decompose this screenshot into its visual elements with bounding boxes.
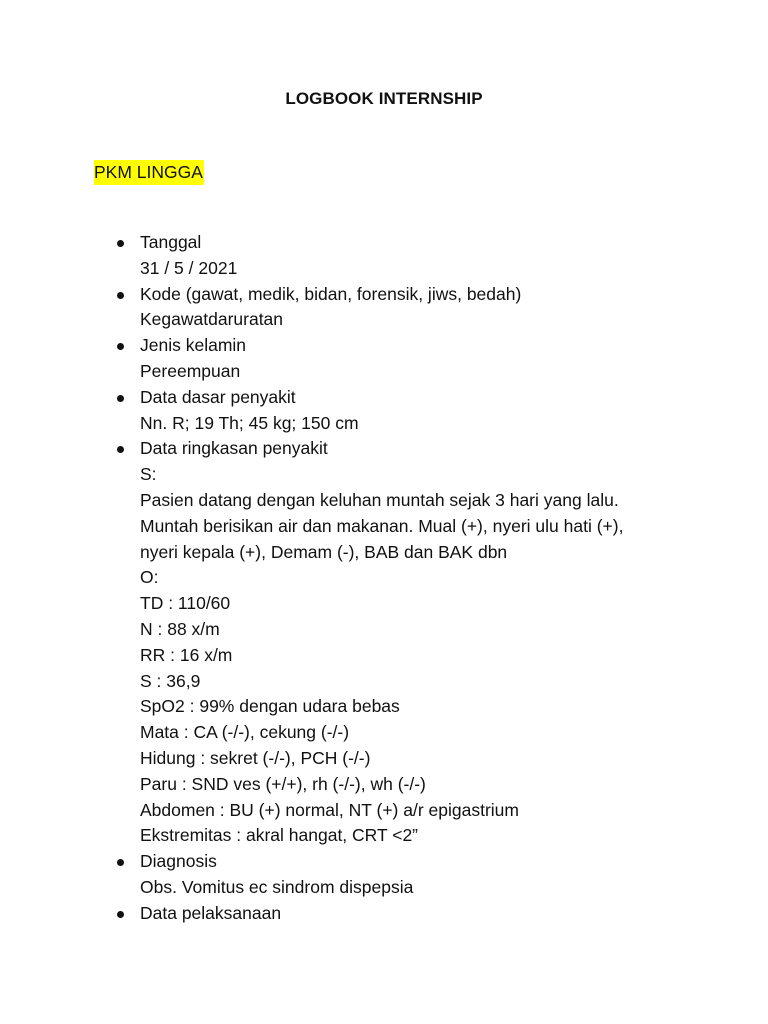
entry-detail-line: Obs. Vomitus ec sindrom dispepsia bbox=[140, 876, 414, 897]
entry-label: Tanggal bbox=[140, 232, 202, 252]
logbook-entry bbox=[0, 385, 768, 437]
document-title: LOGBOOK INTERNSHIP bbox=[285, 89, 483, 108]
entry-label: Diagnosis bbox=[140, 851, 217, 872]
entry-detail-line: Pereempuan bbox=[140, 360, 241, 381]
bullet-icon bbox=[117, 911, 124, 918]
entry-detail-line: Hidung : sekret (-/-), PCH (-/-) bbox=[140, 747, 371, 768]
logbook-entry bbox=[0, 901, 768, 927]
entry-detail-line: Ekstremitas : akral hangat, CRT <2” bbox=[140, 825, 419, 846]
bullet-icon bbox=[117, 859, 124, 866]
section-label-highlighted: PKM LINGGA bbox=[94, 160, 204, 185]
entry-detail-line: Abdomen : BU (+) normal, NT (+) a/r epigastrium bbox=[140, 799, 519, 820]
entry-detail-line: Kegawatdaruratan bbox=[140, 309, 284, 330]
bullet-icon bbox=[117, 395, 124, 402]
bullet-icon bbox=[117, 240, 124, 247]
logbook-entry-list bbox=[0, 230, 768, 927]
entry-label: Kode (gawat, medik, bidan, forensik, jiws, bedah) bbox=[140, 283, 522, 304]
entry-detail-line: RR : 16 x/m bbox=[140, 644, 233, 665]
entry-label: Data dasar penyakit bbox=[140, 386, 296, 407]
entry-detail-line: TD : 110/60 bbox=[140, 593, 231, 614]
logbook-entry bbox=[0, 849, 768, 901]
entry-detail-line: Muntah berisikan air dan makanan. Mual (+), nyeri ulu hati (+), bbox=[140, 515, 624, 536]
entry-detail-line: S: bbox=[140, 464, 157, 485]
entry-label: Jenis kelamin bbox=[140, 335, 247, 356]
entry-detail-line: S : 36,9 bbox=[140, 670, 201, 691]
entry-detail-line: Mata : CA (-/-), cekung (-/-) bbox=[140, 722, 350, 743]
entry-detail-line: Nn. R; 19 Th; 45 kg; 150 cm bbox=[140, 412, 359, 433]
entry-detail-line: Pasien datang dengan keluhan muntah sejak 3 hari yang lalu. bbox=[140, 489, 619, 510]
logbook-entry bbox=[0, 230, 768, 282]
entry-detail-line: 31 / 5 / 2021 bbox=[140, 257, 238, 278]
bullet-icon bbox=[117, 446, 124, 453]
bullet-icon bbox=[117, 292, 124, 299]
entry-detail-line: SpO2 : 99% dengan udara bebas bbox=[140, 696, 400, 717]
logbook-entry bbox=[0, 282, 768, 334]
entry-label: Data pelaksanaan bbox=[140, 902, 282, 923]
entry-detail-line: O: bbox=[140, 567, 159, 588]
entry-detail-line: Paru : SND ves (+/+), rh (-/-), wh (-/-) bbox=[140, 773, 426, 794]
entry-detail-line: nyeri kepala (+), Demam (-), BAB dan BAK dbn bbox=[140, 541, 508, 562]
entry-label: Data ringkasan penyakit bbox=[140, 438, 328, 459]
entry-detail-line: N : 88 x/m bbox=[140, 618, 220, 639]
logbook-entry bbox=[0, 333, 768, 385]
logbook-entry bbox=[0, 436, 768, 849]
bullet-icon bbox=[117, 343, 124, 350]
